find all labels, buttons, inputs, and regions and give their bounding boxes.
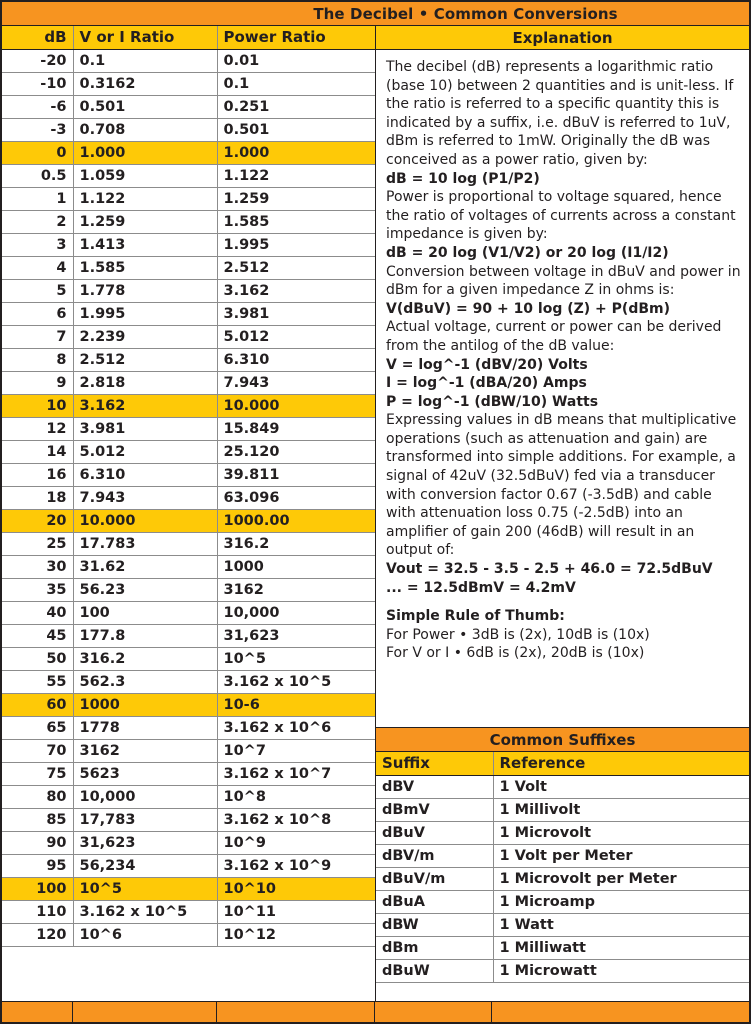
column-header-reference: Reference: [493, 752, 749, 775]
cell-pw: 1000: [217, 555, 375, 578]
cell-pw: 10^7: [217, 739, 375, 762]
cell-pw: 3.162 x 10^7: [217, 762, 375, 785]
cell-pw: 0.501: [217, 118, 375, 141]
explanation-paragraph: Expressing values in dB means that multiplicative operations (such as attenuation and gain) are transformed into simple additions. For example, a signal of 42uV (32.5dBuV) fed via a transducer with conversion factor 0.67 (-3.5dB) and cable with attenuation loss 0.75 (-2.5dB) into an amplifier of gain 200 (46dB) will result in an output of:: [386, 412, 737, 559]
cell-db: 55: [2, 670, 73, 693]
cell-pw: 3162: [217, 578, 375, 601]
cell-vi: 1.995: [73, 302, 217, 325]
table-row: [2, 72, 375, 95]
table-row: [2, 440, 375, 463]
table-row: [2, 509, 375, 532]
cell-db: 7: [2, 325, 73, 348]
explanation-paragraph: Actual voltage, current or power can be derived from the antilog of the dB value:: [386, 319, 722, 354]
explanation-pane: [376, 26, 749, 1001]
explanation-paragraph: Conversion between voltage in dBuV and power in dBm for a given impedance Z in ohms is:: [386, 263, 741, 299]
table-row: [2, 831, 375, 854]
cell-vi: 0.3162: [73, 72, 217, 95]
formula-line: P = log^-1 (dBW/10) Watts: [386, 393, 599, 410]
cell-vi: 5.012: [73, 440, 217, 463]
explanation-paragraph: The decibel (dB) represents a logarithmic ratio (base 10) between 2 quantities and is unit-less. If the ratio is referred to a specific quantity this is indicated by a suffix, i.e. dBuV is referred to 1uV, dBm is referred to 1mW. Originally the dB was conceived as a power ratio, given by:: [386, 59, 734, 168]
cell-pw: 1.000: [217, 141, 375, 164]
cell-vi: 1.059: [73, 164, 217, 187]
sheet-title-bar: [2, 2, 749, 26]
table-row: [376, 890, 749, 913]
table-row: [376, 936, 749, 959]
suffix-table-body: [376, 775, 749, 982]
cell-vi: 10^5: [73, 877, 217, 900]
footer-band: [2, 1001, 749, 1022]
cell-vi: 177.8: [73, 624, 217, 647]
table-row: [2, 785, 375, 808]
cell-db: 10: [2, 394, 73, 417]
table-row: [2, 394, 375, 417]
cell-db: -20: [2, 49, 73, 72]
column-header-suffix: Suffix: [376, 752, 493, 775]
cell-vi: 31.62: [73, 555, 217, 578]
cell-pw: 1.995: [217, 233, 375, 256]
footer-cell-db: [2, 1002, 73, 1022]
cell-pw: 1.122: [217, 164, 375, 187]
table-row: [2, 693, 375, 716]
page-title: The Decibel • Common Conversions: [313, 4, 618, 23]
cell-suffix: dBV: [376, 775, 493, 798]
table-row: [2, 95, 375, 118]
cell-vi: 2.512: [73, 348, 217, 371]
cell-db: 6: [2, 302, 73, 325]
cell-db: 45: [2, 624, 73, 647]
cell-pw: 10.000: [217, 394, 375, 417]
table-row: [2, 877, 375, 900]
cell-reference: 1 Microvolt: [493, 821, 749, 844]
cell-pw: 6.310: [217, 348, 375, 371]
cell-vi: 100: [73, 601, 217, 624]
cell-reference: 1 Millivolt: [493, 798, 749, 821]
cell-vi: 1000: [73, 693, 217, 716]
cell-db: 5: [2, 279, 73, 302]
cell-reference: 1 Microvolt per Meter: [493, 867, 749, 890]
cell-reference: 1 Watt: [493, 913, 749, 936]
cell-suffix: dBuW: [376, 959, 493, 982]
cell-pw: 10^10: [217, 877, 375, 900]
cell-suffix: dBuV/m: [376, 867, 493, 890]
cell-vi: 1.778: [73, 279, 217, 302]
table-row: [2, 624, 375, 647]
table-row: [2, 417, 375, 440]
table-row: [2, 647, 375, 670]
cell-db: 70: [2, 739, 73, 762]
table-row: [376, 844, 749, 867]
cell-vi: 6.310: [73, 463, 217, 486]
cell-vi: 2.818: [73, 371, 217, 394]
cell-reference: 1 Milliwatt: [493, 936, 749, 959]
cell-db: 4: [2, 256, 73, 279]
cell-db: -10: [2, 72, 73, 95]
cell-db: 30: [2, 555, 73, 578]
cell-pw: 3.162 x 10^8: [217, 808, 375, 831]
cell-db: 14: [2, 440, 73, 463]
table-row: [2, 739, 375, 762]
cell-pw: 3.162: [217, 279, 375, 302]
cell-db: 80: [2, 785, 73, 808]
cell-suffix: dBuA: [376, 890, 493, 913]
table-row: [2, 49, 375, 72]
table-row: [2, 325, 375, 348]
cell-vi: 17,783: [73, 808, 217, 831]
cell-suffix: dBm: [376, 936, 493, 959]
table-row: [2, 302, 375, 325]
cell-pw: 3.162 x 10^9: [217, 854, 375, 877]
explanation-header: Explanation: [376, 26, 749, 50]
table-row: [2, 532, 375, 555]
content-area: [2, 26, 749, 1001]
table-row: [2, 578, 375, 601]
table-row: [2, 256, 375, 279]
conversion-table: [2, 26, 375, 947]
cell-reference: 1 Microamp: [493, 890, 749, 913]
cell-pw: 0.01: [217, 49, 375, 72]
cell-db: 2: [2, 210, 73, 233]
cell-db: 75: [2, 762, 73, 785]
table-row: [2, 555, 375, 578]
suffix-table-header-row: [376, 752, 749, 775]
cell-db: 65: [2, 716, 73, 739]
cell-vi: 31,623: [73, 831, 217, 854]
table-row: [2, 601, 375, 624]
cell-suffix: dBmV: [376, 798, 493, 821]
table-row: [2, 233, 375, 256]
cell-pw: 1.259: [217, 187, 375, 210]
cell-vi: 56,234: [73, 854, 217, 877]
footer-cell-suffix: [375, 1002, 492, 1022]
cell-pw: 25.120: [217, 440, 375, 463]
cell-db: 9: [2, 371, 73, 394]
conversion-table-pane: [2, 26, 376, 1001]
cell-db: 85: [2, 808, 73, 831]
table-row: [2, 463, 375, 486]
cell-pw: 63.096: [217, 486, 375, 509]
formula-line: Simple Rule of Thumb:: [386, 608, 565, 625]
cell-vi: 2.239: [73, 325, 217, 348]
cell-reference: 1 Volt per Meter: [493, 844, 749, 867]
explanation-paragraph: For Power • 3dB is (2x), 10dB is (10x): [386, 626, 650, 643]
footer-cell-reference: [492, 1002, 749, 1022]
explanation-text-block: [376, 50, 749, 727]
cell-db: 3: [2, 233, 73, 256]
cell-vi: 3.162 x 10^5: [73, 900, 217, 923]
conversion-table-header-row: [2, 26, 375, 49]
cell-vi: 7.943: [73, 486, 217, 509]
cell-db: 20: [2, 509, 73, 532]
cell-db: -6: [2, 95, 73, 118]
cell-vi: 316.2: [73, 647, 217, 670]
cell-vi: 3.981: [73, 417, 217, 440]
cell-db: 90: [2, 831, 73, 854]
cell-db: 0.5: [2, 164, 73, 187]
cell-pw: 10^8: [217, 785, 375, 808]
cell-pw: 10-6: [217, 693, 375, 716]
cell-pw: 1.585: [217, 210, 375, 233]
table-row: [2, 716, 375, 739]
cell-db: 100: [2, 877, 73, 900]
cell-vi: 1778: [73, 716, 217, 739]
footer-cell-power: [217, 1002, 375, 1022]
table-row: [2, 670, 375, 693]
formula-line: dB = 10 log (P1/P2): [386, 170, 540, 187]
cell-pw: 0.1: [217, 72, 375, 95]
cell-suffix: dBV/m: [376, 844, 493, 867]
cell-db: 95: [2, 854, 73, 877]
cell-pw: 31,623: [217, 624, 375, 647]
table-row: [2, 210, 375, 233]
explanation-paragraph: For V or I • 6dB is (2x), 20dB is (10x): [386, 645, 645, 662]
cell-db: -3: [2, 118, 73, 141]
cell-pw: 10^12: [217, 923, 375, 946]
cell-db: 35: [2, 578, 73, 601]
table-row: [2, 279, 375, 302]
cell-pw: 39.811: [217, 463, 375, 486]
column-header-db: dB: [2, 26, 73, 49]
table-row: [2, 164, 375, 187]
cell-pw: 15.849: [217, 417, 375, 440]
cell-pw: 1000.00: [217, 509, 375, 532]
suffix-table-title: Common Suffixes: [376, 727, 749, 752]
cell-vi: 56.23: [73, 578, 217, 601]
cell-vi: 3.162: [73, 394, 217, 417]
table-row: [2, 141, 375, 164]
cell-db: 60: [2, 693, 73, 716]
column-header-power-ratio: Power Ratio: [217, 26, 375, 49]
cell-pw: 3.981: [217, 302, 375, 325]
cell-suffix: dBW: [376, 913, 493, 936]
table-row: [376, 798, 749, 821]
cell-pw: 10^9: [217, 831, 375, 854]
column-header-vi-ratio: V or I Ratio: [73, 26, 217, 49]
cell-db: 0: [2, 141, 73, 164]
table-row: [2, 900, 375, 923]
table-row: [376, 775, 749, 798]
cell-vi: 0.501: [73, 95, 217, 118]
table-row: [2, 854, 375, 877]
explanation-paragraph: Power is proportional to voltage squared, hence the ratio of voltages of currents across a constant impedance is given by:: [386, 189, 736, 243]
table-row: [2, 371, 375, 394]
table-row: [2, 187, 375, 210]
cell-suffix: dBuV: [376, 821, 493, 844]
cell-reference: 1 Volt: [493, 775, 749, 798]
cell-db: 12: [2, 417, 73, 440]
conversion-table-body: [2, 49, 375, 946]
cell-pw: 10^11: [217, 900, 375, 923]
table-row: [2, 486, 375, 509]
cell-vi: 1.259: [73, 210, 217, 233]
table-row: [376, 913, 749, 936]
cell-db: 110: [2, 900, 73, 923]
cell-pw: 5.012: [217, 325, 375, 348]
cell-vi: 562.3: [73, 670, 217, 693]
cell-vi: 1.413: [73, 233, 217, 256]
table-row: [2, 808, 375, 831]
cell-db: 16: [2, 463, 73, 486]
cell-db: 120: [2, 923, 73, 946]
table-row: [376, 867, 749, 890]
table-row: [376, 959, 749, 982]
cell-vi: 10.000: [73, 509, 217, 532]
suffix-table: [376, 752, 749, 983]
paragraph-spacer: [386, 597, 741, 607]
cell-pw: 10,000: [217, 601, 375, 624]
formula-line: ... = 12.5dBmV = 4.2mV: [386, 579, 576, 596]
table-row: [376, 821, 749, 844]
table-row: [2, 118, 375, 141]
cell-pw: 3.162 x 10^5: [217, 670, 375, 693]
cell-reference: 1 Microwatt: [493, 959, 749, 982]
formula-line: V(dBuV) = 90 + 10 log (Z) + P(dBm): [386, 300, 670, 317]
formula-line: dB = 20 log (V1/V2) or 20 log (I1/I2): [386, 244, 669, 261]
cell-db: 18: [2, 486, 73, 509]
cell-pw: 10^5: [217, 647, 375, 670]
cell-pw: 0.251: [217, 95, 375, 118]
cell-db: 40: [2, 601, 73, 624]
table-row: [2, 348, 375, 371]
cell-db: 8: [2, 348, 73, 371]
cell-db: 25: [2, 532, 73, 555]
cell-vi: 10^6: [73, 923, 217, 946]
footer-cell-vi: [73, 1002, 217, 1022]
cell-vi: 0.1: [73, 49, 217, 72]
formula-line: I = log^-1 (dBA/20) Amps: [386, 375, 587, 392]
cell-vi: 5623: [73, 762, 217, 785]
cell-vi: 1.000: [73, 141, 217, 164]
formula-line: Vout = 32.5 - 3.5 - 2.5 + 46.0 = 72.5dBuV: [386, 561, 713, 578]
formula-line: V = log^-1 (dBV/20) Volts: [386, 356, 588, 373]
table-row: [2, 762, 375, 785]
cell-vi: 3162: [73, 739, 217, 762]
cell-vi: 1.585: [73, 256, 217, 279]
cell-pw: 7.943: [217, 371, 375, 394]
cell-vi: 17.783: [73, 532, 217, 555]
cell-db: 1: [2, 187, 73, 210]
cell-pw: 2.512: [217, 256, 375, 279]
cell-vi: 1.122: [73, 187, 217, 210]
cell-pw: 316.2: [217, 532, 375, 555]
cell-pw: 3.162 x 10^6: [217, 716, 375, 739]
cell-vi: 10,000: [73, 785, 217, 808]
table-row: [2, 923, 375, 946]
cell-db: 50: [2, 647, 73, 670]
cell-vi: 0.708: [73, 118, 217, 141]
